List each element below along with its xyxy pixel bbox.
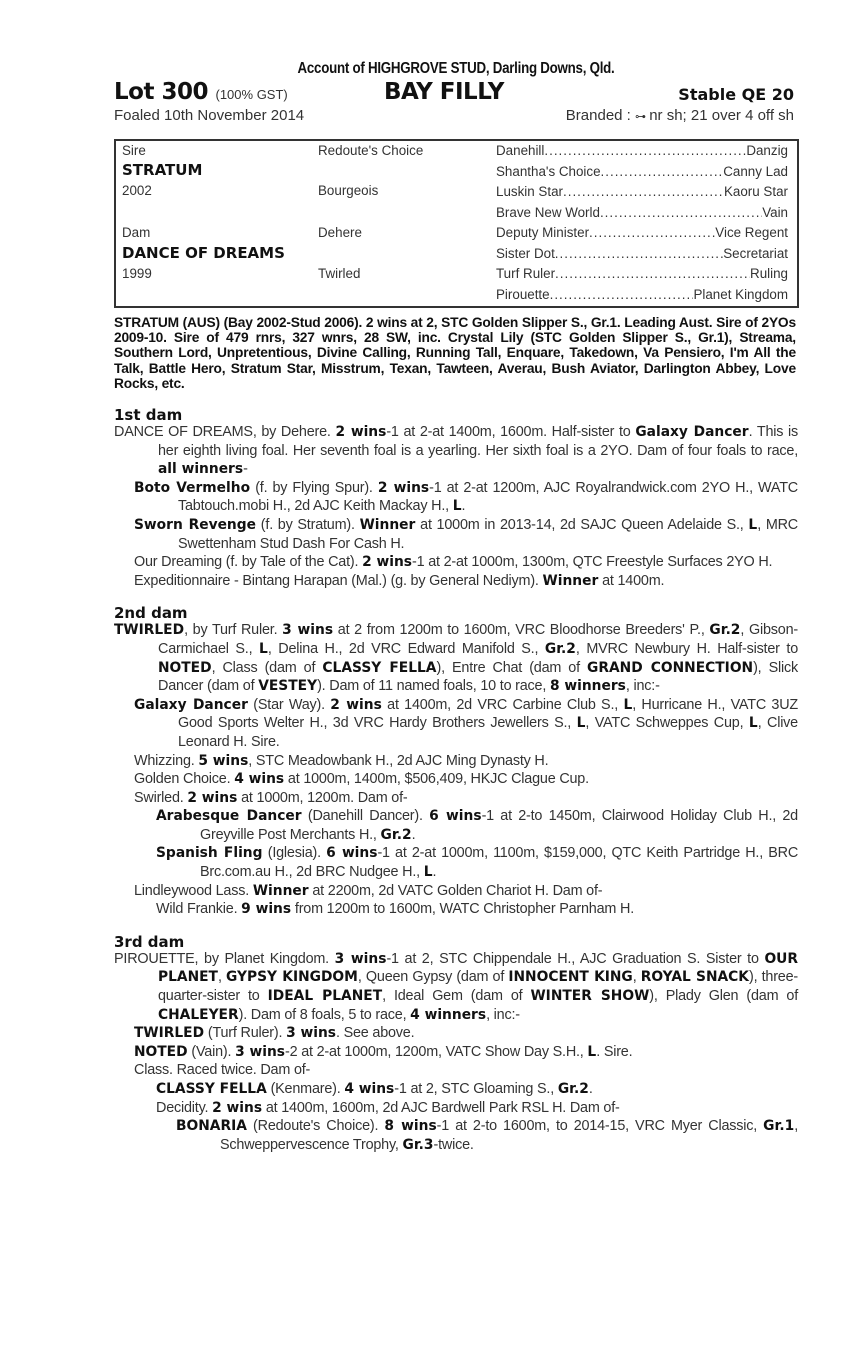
body-text: at 1000m, 1400m, $506,409, HKJC Clague Cup. — [284, 771, 589, 788]
produce-entry — [114, 423, 798, 479]
produce-entry — [134, 882, 798, 901]
body-text: PIROUETTE, by Planet Kingdom. — [114, 950, 335, 967]
gg-right: Vice Regent — [715, 225, 788, 240]
emphasis-text: Gr.2 — [557, 1081, 589, 1098]
first-dam-entries — [114, 423, 798, 590]
body-text: , STC Meadowbank H., 2d AJC Ming Dynasty H. — [248, 752, 549, 769]
grandparent-row — [496, 184, 788, 199]
emphasis-text: CLASSY FELLA — [156, 1081, 267, 1098]
emphasis-text: 2 wins — [362, 554, 412, 571]
emphasis-text: Gr.2 — [709, 622, 741, 639]
leader-dots — [589, 225, 715, 240]
emphasis-text: 8 wins — [384, 1118, 437, 1135]
body-text: ). Dam of 8 foals, 5 to race, — [238, 1006, 411, 1023]
grandparent-row — [496, 246, 788, 261]
body-text: , Schweppervescence Trophy, — [220, 1118, 798, 1153]
grandparent-row — [496, 287, 788, 302]
body-text: . — [588, 1081, 593, 1098]
grandparent-row — [496, 225, 788, 240]
emphasis-text: OUR PLANET — [158, 950, 798, 986]
emphasis-text: NOTED — [134, 1043, 188, 1060]
third-dam-entries — [114, 950, 798, 1155]
emphasis-text: L — [452, 498, 462, 515]
emphasis-text: all winners — [158, 461, 244, 478]
body-text: , — [217, 969, 226, 986]
produce-entry — [156, 844, 798, 881]
body-text: . This is her eighth living foal. Her seventh foal is a yearling. Her sixth foal is a 2YO. Dam of four foals to race, — [158, 424, 799, 459]
emphasis-text: 3 wins — [235, 1043, 286, 1060]
body-text: , MRC Swettenham Stud Dash For Cash H. — [178, 516, 798, 552]
body-text: , Class (dam of — [211, 659, 323, 676]
emphasis-text: L — [748, 516, 758, 533]
gg-right: Canny Lad — [723, 163, 788, 179]
body-text: -1 at 2, STC Chippendale H., AJC Graduation S. Sister to — [386, 950, 765, 967]
leader-dots — [600, 205, 762, 220]
second-dam-heading: 2nd dam — [114, 604, 188, 623]
emphasis-text: Arabesque Dancer — [156, 808, 302, 825]
produce-entry — [134, 770, 798, 789]
body-text: Class. Raced twice. Dam of- — [134, 1062, 311, 1079]
produce-entry — [134, 572, 798, 591]
first-dam-heading: 1st dam — [114, 406, 183, 425]
stable-location: Stable QE 20 — [678, 85, 794, 104]
emphasis-text: WINTER SHOW — [530, 988, 650, 1005]
leader-dots — [563, 184, 724, 199]
body-text: Golden Choice. — [134, 771, 235, 788]
grandparent-row — [496, 143, 788, 158]
body-text: ). Dam of 11 named foals, 10 to race, — [317, 678, 550, 695]
dam-name: DANCE OF DREAMS — [122, 244, 285, 262]
body-text: - — [243, 461, 248, 478]
body-text: (Turf Ruler). — [204, 1025, 287, 1042]
leader-dots — [601, 164, 724, 179]
sire-summary: STRATUM (AUS) (Bay 2002-Stud 2006). 2 wins at 2, STC Golden Slipper S., Gr.1. Leading Aust. Sire of 2YOs 2009-10. Sire of 479 rnrs, 327 wnrs, 28 SW, inc. Crystal Lily (STC Golden Slipper S., Gr.1), Streama, Southern Lord, Unpretentious, Divine Calling, Running Tall, Enquare, Takedown, Va Pensiero, I'm All the Talk, Battle Hero, Stratum Star, Misstrum, Texan, Tawteen, Averau, Bush Aviator, Darlington Abbey, Love Rocks, etc. — [114, 315, 796, 392]
emphasis-text: INNOCENT KING — [508, 969, 633, 986]
produce-entry — [134, 1024, 798, 1043]
lot-header — [114, 79, 798, 107]
foal-info — [114, 107, 798, 129]
gg-left: Danehill — [496, 143, 545, 158]
body-text: Expeditionnaire - Bintang Harapan (Mal.) (g. by General Nediym). — [134, 572, 543, 589]
gg-left: Pirouette — [496, 286, 550, 302]
emphasis-text: 2 wins — [335, 424, 387, 441]
gg-left: Deputy Minister — [496, 225, 590, 240]
body-text: . See above. — [336, 1025, 415, 1042]
body-text: ), Plady Glen (dam of — [649, 988, 798, 1005]
dam-sire: Dehere — [318, 225, 362, 240]
body-text: (Vain). — [187, 1043, 236, 1060]
emphasis-text: Winner — [542, 572, 599, 589]
body-text: , Hurricane H., VATC 3UZ Good Sports Welter H., 3d VRC Hardy Brothers Jewellers S., — [178, 696, 798, 732]
gst-note: (100% GST) — [215, 87, 288, 102]
gg-right: Kaoru Star — [723, 184, 788, 199]
produce-entry — [134, 516, 798, 553]
body-text: (Iglesia). — [262, 845, 327, 862]
body-text: -twice. — [433, 1136, 474, 1153]
sire-sire: Redoute's Choice — [318, 143, 424, 158]
produce-entry — [114, 621, 798, 695]
body-text: -1 at 2-at 1200m, AJC Royalrandwick.com 2YO H., WATC Tabtouch.mobi H., 2d AJC Keith Mackay H., — [178, 479, 799, 515]
body-text: (f. by Stratum). — [256, 516, 360, 533]
body-text: . — [432, 864, 437, 881]
branding — [566, 107, 794, 124]
branded-label: Branded : — [565, 107, 631, 124]
pedigree-table — [114, 139, 799, 308]
emphasis-text: 4 wins — [234, 771, 285, 788]
grandparent-row — [496, 164, 788, 179]
leader-dots — [550, 287, 694, 302]
emphasis-text: TWIRLED — [114, 622, 185, 639]
leader-dots — [555, 266, 750, 281]
emphasis-text: L — [576, 715, 586, 732]
lot-number — [114, 79, 288, 105]
emphasis-text: 2 wins — [187, 789, 238, 806]
produce-entry — [134, 1043, 798, 1062]
emphasis-text: NOTED — [158, 659, 212, 676]
emphasis-text: 3 wins — [286, 1025, 336, 1042]
emphasis-text: 2 wins — [212, 1099, 263, 1116]
body-text: DANCE OF DREAMS, by Dehere. — [114, 424, 336, 441]
dam-dam: Twirled — [318, 266, 361, 281]
body-text: at 1400m. — [598, 572, 665, 589]
branded-detail: nr sh; 21 over 4 off sh — [649, 107, 794, 124]
body-text: , by Turf Ruler. — [184, 622, 283, 639]
body-text: , Queen Gypsy (dam of — [357, 969, 509, 986]
emphasis-text: Boto Vermelho — [134, 479, 251, 496]
body-text: at 1400m, 2d VRC Carbine Club S., — [381, 696, 624, 713]
brand-mark-icon: ⊶ — [635, 111, 646, 123]
horse-description: BAY FILLY — [384, 79, 504, 105]
gg-right: Vain — [762, 204, 788, 220]
body-text: , Gibson-Carmichael S., — [158, 622, 798, 657]
body-text: , MVRC Newbury H. Half-sister to — [575, 640, 798, 657]
emphasis-text: Winner — [359, 516, 416, 533]
emphasis-text: Sworn Revenge — [134, 516, 256, 533]
body-text: , — [632, 969, 641, 986]
body-text: -2 at 2-at 1000m, 1200m, VATC Show Day S.H., — [285, 1043, 588, 1060]
emphasis-text: GRAND CONNECTION — [587, 659, 754, 676]
dam-label: Dam — [122, 225, 151, 240]
grandparent-row — [496, 266, 788, 281]
lot-label: Lot 300 — [114, 79, 208, 105]
body-text: -1 at 2-to 1600m, to 2014-15, VRC Myer Classic, — [436, 1118, 764, 1135]
produce-entry — [134, 752, 798, 771]
body-text: Wild Frankie. — [156, 901, 242, 918]
produce-entry — [156, 900, 798, 919]
body-text: , Ideal Gem (dam of — [382, 988, 531, 1005]
body-text: from 1200m to 1600m, WATC Christopher Parnham H. — [291, 901, 634, 918]
gg-right: Planet Kingdom — [693, 286, 788, 302]
gg-right: Danzig — [746, 143, 788, 158]
body-text: -1 at 2-at 1000m, 1100m, $159,000, QTC Keith Partridge H., BRC Brc.com.au H., 2d BRC Nudgee H., — [200, 845, 799, 881]
emphasis-text: 2 wins — [377, 479, 430, 496]
body-text: (Danehill Dancer). — [301, 808, 430, 825]
emphasis-text: CLASSY FELLA — [322, 659, 437, 676]
emphasis-text: CHALEYER — [158, 1006, 239, 1023]
body-text: (Redoute's Choice). — [246, 1118, 385, 1135]
sire-year: 2002 — [122, 183, 152, 198]
body-text: at 1000m, 1200m. Dam of- — [237, 789, 408, 806]
dam-year: 1999 — [122, 266, 152, 281]
body-text: -1 at 2-to 1450m, Clairwood Holiday Club H., 2d Greyville Post Merchants H., — [200, 808, 798, 843]
body-text: , Clive Leonard H. Sire. — [178, 715, 798, 750]
leader-dots — [544, 143, 746, 158]
body-text: , VATC Schweppes Cup, — [585, 715, 749, 732]
produce-entry — [134, 1061, 798, 1080]
emphasis-text: GYPSY KINGDOM — [226, 969, 358, 986]
emphasis-text: L — [259, 640, 268, 657]
emphasis-text: 3 wins — [334, 950, 387, 967]
emphasis-text: Winner — [252, 882, 309, 899]
emphasis-text: Gr.3 — [402, 1136, 434, 1153]
body-text: at 2 from 1200m to 1600m, VRC Bloodhorse Breeders' P., — [333, 622, 710, 639]
emphasis-text: 3 wins — [282, 622, 334, 639]
vendor-account: Account of HIGHGROVE STUD, Darling Downs, Qld. — [297, 60, 615, 77]
gg-left: Shantha's Choice — [496, 163, 601, 179]
leader-dots — [555, 246, 723, 261]
emphasis-text: L — [587, 1043, 597, 1060]
emphasis-text: VESTEY — [258, 678, 318, 695]
emphasis-text: 6 wins — [326, 845, 378, 862]
sire-name: STRATUM — [122, 161, 203, 179]
gg-left: Brave New World — [496, 204, 600, 220]
emphasis-text: 6 wins — [429, 808, 482, 825]
emphasis-text: 5 wins — [198, 752, 249, 769]
emphasis-text: 2 wins — [330, 696, 382, 713]
emphasis-text: L — [623, 696, 633, 713]
body-text: . — [461, 498, 466, 515]
emphasis-text: 8 winners — [549, 678, 626, 695]
gg-right: Secretariat — [723, 245, 788, 261]
body-text: -1 at 2-at 1400m, 1600m. Half-sister to — [386, 424, 636, 441]
body-text: (f. by Flying Spur). — [250, 479, 378, 496]
emphasis-text: L — [423, 864, 433, 881]
foaled-date: Foaled 10th November 2014 — [114, 107, 305, 124]
body-text: (Star Way). — [247, 696, 331, 713]
emphasis-text: TWIRLED — [134, 1025, 205, 1042]
gg-right: Ruling — [750, 266, 788, 281]
body-text: Whizzing. — [134, 752, 199, 769]
produce-entry — [156, 807, 798, 844]
emphasis-text: 4 wins — [344, 1081, 395, 1098]
emphasis-text: 9 wins — [241, 901, 292, 918]
grandparent-row — [496, 205, 788, 220]
produce-entry — [156, 1099, 798, 1118]
body-text: , inc:- — [486, 1006, 520, 1023]
body-text: ), Slick Dancer (dam of — [158, 659, 798, 695]
emphasis-text: 4 winners — [410, 1006, 487, 1023]
produce-entry — [134, 553, 798, 572]
emphasis-text: Galaxy Dancer — [134, 696, 248, 713]
produce-entry — [134, 696, 798, 752]
third-dam-heading: 3rd dam — [114, 932, 185, 951]
gg-left: Sister Dot — [496, 245, 555, 261]
body-text: Lindleywood Lass. — [134, 882, 253, 899]
body-text: Decidity. — [156, 1099, 213, 1116]
emphasis-text: ROYAL SNACK — [640, 969, 749, 986]
produce-entry — [134, 789, 798, 808]
emphasis-text: IDEAL PLANET — [267, 988, 383, 1005]
body-text: . — [411, 826, 416, 843]
sire-label: Sire — [122, 143, 146, 158]
produce-entry — [134, 479, 798, 516]
body-text: at 1000m in 2013-14, 2d SAJC Queen Adelaide S., — [415, 516, 749, 533]
body-text: (Kenmare). — [266, 1081, 345, 1098]
emphasis-text: Gr.2 — [544, 640, 576, 657]
emphasis-text: Gr.1 — [763, 1118, 795, 1135]
body-text: , inc:- — [625, 678, 660, 695]
sire-dam: Bourgeois — [318, 183, 379, 198]
second-dam-entries — [114, 621, 798, 919]
body-text: . Sire. — [596, 1043, 633, 1060]
body-text: -1 at 2, STC Gloaming S., — [394, 1081, 558, 1098]
body-text: ), Entre Chat (dam of — [436, 659, 588, 676]
emphasis-text: Gr.2 — [380, 826, 412, 843]
body-text: ), three-quarter-sister to — [158, 969, 799, 1005]
body-text: -1 at 2-at 1000m, 1300m, QTC Freestyle Surfaces 2YO H. — [412, 554, 773, 571]
body-text: Swirled. — [134, 789, 188, 806]
body-text: at 2200m, 2d VATC Golden Chariot H. Dam of- — [308, 882, 603, 899]
produce-entry — [114, 950, 798, 1024]
produce-entry — [176, 1117, 798, 1154]
body-text: at 1400m, 1600m, 2d AJC Bardwell Park RSL H. Dam of- — [262, 1099, 620, 1116]
emphasis-text: Spanish Fling — [156, 845, 263, 862]
body-text: Our Dreaming (f. by Tale of the Cat). — [134, 554, 363, 571]
produce-entry — [156, 1080, 798, 1099]
body-text: , Delina H., 2d VRC Edward Manifold S., — [267, 640, 545, 657]
gg-left: Luskin Star — [496, 184, 563, 199]
emphasis-text: BONARIA — [176, 1118, 247, 1135]
emphasis-text: L — [748, 715, 758, 732]
gg-left: Turf Ruler — [496, 266, 556, 281]
catalogue-page — [114, 60, 798, 1154]
emphasis-text: Galaxy Dancer — [635, 424, 749, 441]
